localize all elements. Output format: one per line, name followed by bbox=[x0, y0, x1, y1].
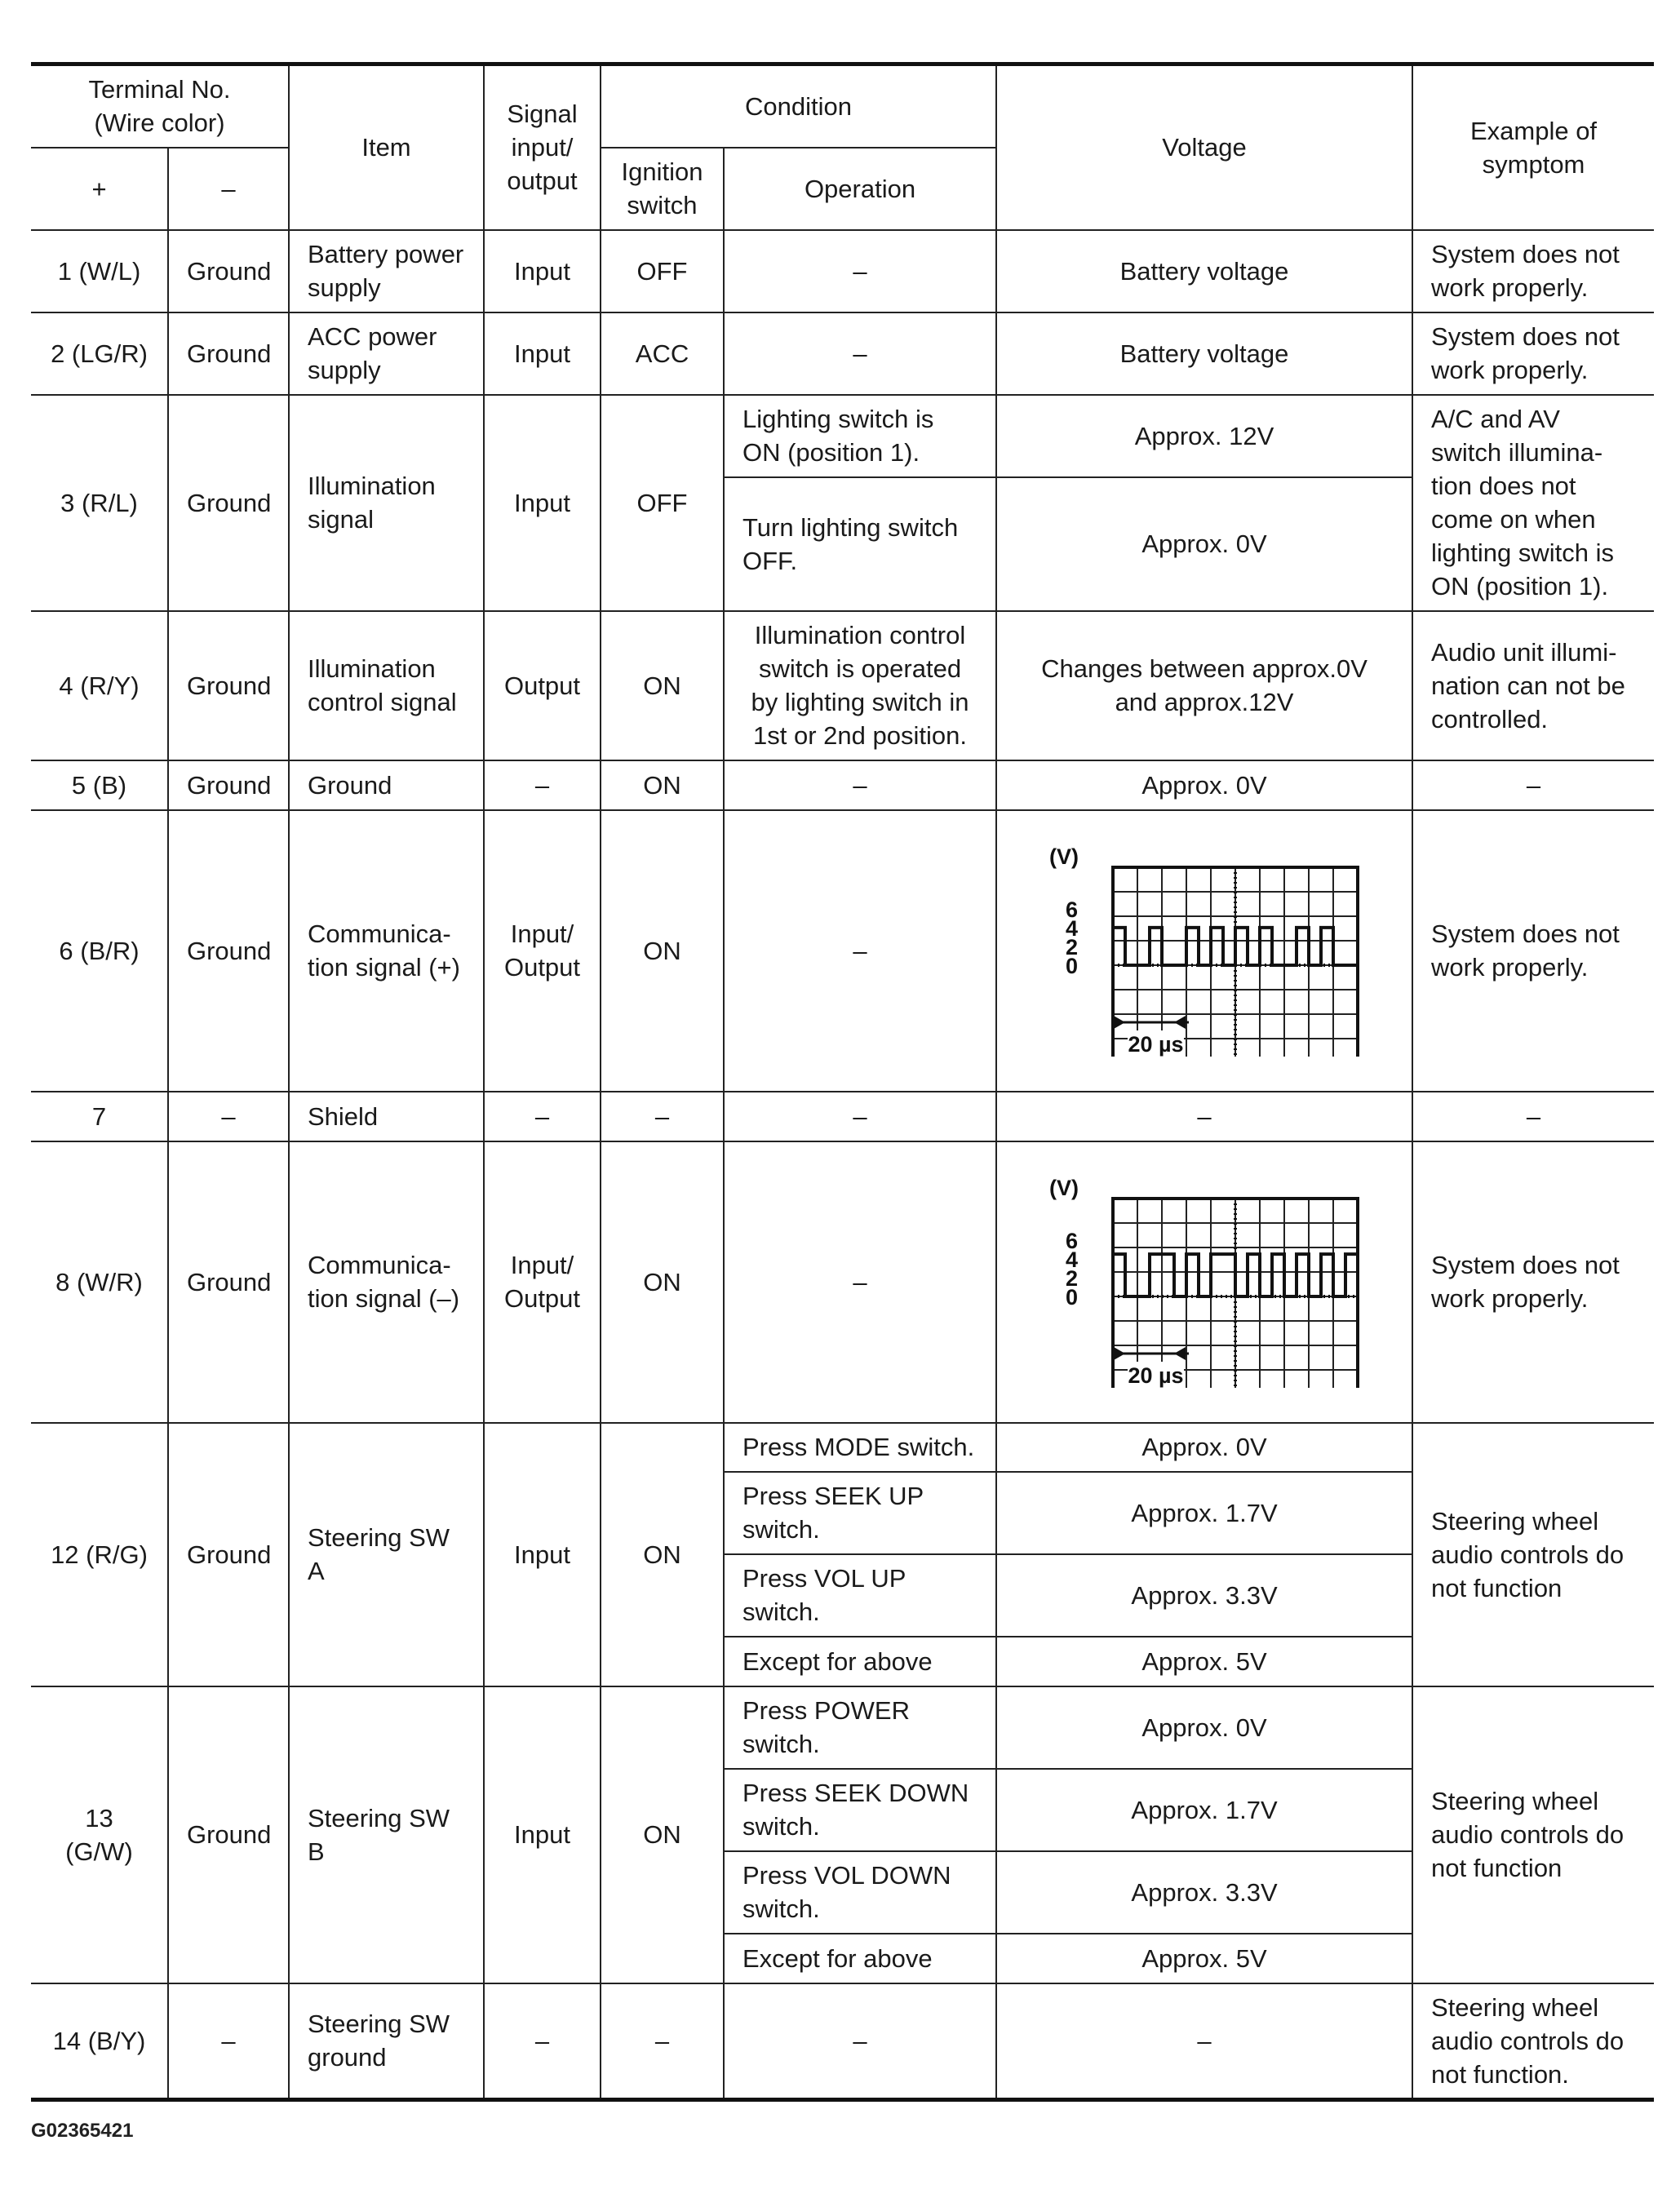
y-tick-label: 4 bbox=[1066, 1247, 1079, 1272]
text-line: Input/ bbox=[510, 1251, 574, 1279]
voltage-cell bbox=[996, 1141, 1412, 1423]
y-unit-label: (V) bbox=[1049, 844, 1079, 869]
text-line: Except for above bbox=[742, 1943, 933, 1973]
io-cell: Input bbox=[484, 395, 601, 611]
text-line: A bbox=[308, 1557, 325, 1585]
item-cell bbox=[289, 1141, 484, 1423]
voltage-cell: Approx. 0V bbox=[996, 1423, 1412, 1472]
operation-cell bbox=[724, 611, 996, 760]
item-cell bbox=[289, 395, 484, 611]
symptom-cell bbox=[1412, 230, 1654, 312]
text-line: switch is operated bbox=[758, 654, 962, 683]
table-row bbox=[31, 395, 1654, 477]
text-line: switch bbox=[627, 191, 698, 219]
text-line: Press POWER bbox=[742, 1696, 910, 1725]
table-row bbox=[31, 1141, 1654, 1423]
oscilloscope-waveform-plus bbox=[1049, 844, 1359, 1057]
table-row bbox=[31, 760, 1654, 810]
text-line: switch. bbox=[742, 1730, 820, 1758]
text-line: symptom bbox=[1482, 149, 1585, 179]
text-line: supply bbox=[308, 273, 381, 302]
text-line: Press SEEK DOWN bbox=[742, 1779, 969, 1807]
ground-cell: – bbox=[168, 1092, 289, 1141]
text-line: Changes between approx.0V bbox=[1041, 654, 1367, 683]
voltage-cell: Approx. 3.3V bbox=[996, 1554, 1412, 1637]
text-line: switch. bbox=[742, 1598, 820, 1626]
y-tick-label: 2 bbox=[1066, 934, 1079, 959]
voltage-cell: Approx. 0V bbox=[996, 477, 1412, 611]
ground-cell: Ground bbox=[168, 760, 289, 810]
text-line: output bbox=[507, 166, 578, 196]
voltage-cell: Battery voltage bbox=[996, 230, 1412, 312]
voltage-cell bbox=[996, 810, 1412, 1092]
text-line: and approx.12V bbox=[1115, 688, 1294, 716]
text-line: Steering wheel bbox=[1431, 1787, 1599, 1815]
text-line: Example of bbox=[1469, 116, 1598, 145]
ignition-cell: OFF bbox=[601, 230, 724, 312]
terminal-cell: 12 (R/G) bbox=[31, 1423, 168, 1686]
operation-cell: – bbox=[724, 1983, 996, 2100]
text-line: audio controls do bbox=[1431, 2026, 1625, 2055]
y-tick-label: 0 bbox=[1066, 954, 1079, 978]
item-cell: Ground bbox=[289, 760, 484, 810]
header-voltage: Voltage bbox=[996, 64, 1412, 230]
operation-cell bbox=[724, 1686, 996, 1769]
symptom-cell bbox=[1412, 1423, 1654, 1686]
ignition-cell: – bbox=[601, 1092, 724, 1141]
text-line: not function bbox=[1431, 1854, 1563, 1882]
figure-id: G02365421 bbox=[31, 2120, 134, 2142]
io-cell: – bbox=[484, 1983, 601, 2100]
text-line: audio controls do bbox=[1431, 1540, 1625, 1569]
text-line: Battery power bbox=[308, 240, 464, 268]
item-cell: Shield bbox=[289, 1092, 484, 1141]
y-tick-label: 6 bbox=[1066, 1228, 1079, 1253]
symptom-cell bbox=[1412, 1983, 1654, 2100]
symptom-cell bbox=[1412, 810, 1654, 1092]
io-cell: – bbox=[484, 760, 601, 810]
time-arrow-left bbox=[1174, 1016, 1186, 1029]
ignition-cell: ON bbox=[601, 1686, 724, 1983]
symptom-cell bbox=[1412, 611, 1654, 760]
text-line: A/C and AV bbox=[1431, 405, 1560, 433]
io-cell bbox=[484, 810, 601, 1092]
text-line: ON (position 1). bbox=[742, 438, 920, 467]
voltage-cell: Approx. 0V bbox=[996, 760, 1412, 810]
operation-cell bbox=[724, 1851, 996, 1934]
text-line: input/ bbox=[511, 133, 574, 162]
text-line: Communica- bbox=[308, 1251, 451, 1279]
terminal-cell: 2 (LG/R) bbox=[31, 312, 168, 395]
ignition-cell: ACC bbox=[601, 312, 724, 395]
text-line: ground bbox=[308, 2043, 387, 2072]
operation-cell bbox=[724, 477, 996, 611]
text-line: come on when bbox=[1431, 505, 1596, 534]
io-cell: Output bbox=[484, 611, 601, 760]
text-line: switch illumina- bbox=[1431, 438, 1603, 467]
time-scale-label: 20 µs bbox=[1128, 1032, 1184, 1057]
text-line: Steering SW bbox=[308, 1803, 450, 1832]
item-cell bbox=[289, 1686, 484, 1983]
y-tick-label: 2 bbox=[1066, 1265, 1079, 1291]
operation-cell: – bbox=[724, 1141, 996, 1423]
operation-cell: – bbox=[724, 312, 996, 395]
terminal-cell: 13 (G/W) bbox=[31, 1686, 168, 1983]
item-cell bbox=[289, 1983, 484, 2100]
text-line: Input/ bbox=[510, 920, 574, 948]
text-line: control signal bbox=[308, 688, 457, 716]
text-line: System does not bbox=[1431, 322, 1620, 351]
header-row-1 bbox=[31, 64, 1654, 148]
operation-cell bbox=[724, 1637, 996, 1686]
text-line: Signal bbox=[507, 100, 578, 129]
operation-cell: – bbox=[724, 230, 996, 312]
voltage-cell bbox=[996, 611, 1412, 760]
operation-cell: – bbox=[724, 1092, 996, 1141]
text-line: ON (position 1). bbox=[1431, 572, 1609, 600]
time-arrow-right bbox=[1114, 1347, 1125, 1360]
terminal-cell: 6 (B/R) bbox=[31, 810, 168, 1092]
text-line: work properly. bbox=[1431, 1284, 1589, 1313]
text-line: 1st or 2nd position. bbox=[753, 721, 967, 750]
text-line: Audio unit illumi- bbox=[1431, 637, 1617, 667]
text-line: Press VOL DOWN bbox=[742, 1861, 951, 1890]
io-cell: Input bbox=[484, 1423, 601, 1686]
symptom-cell: – bbox=[1412, 760, 1654, 810]
terminal-cell: 14 (B/Y) bbox=[31, 1983, 168, 2100]
symptom-cell: – bbox=[1412, 1092, 1654, 1141]
text-line: tion does not bbox=[1431, 472, 1576, 500]
ignition-cell: OFF bbox=[601, 395, 724, 611]
text-line: tion signal (+) bbox=[308, 953, 460, 982]
text-line: controlled. bbox=[1431, 704, 1549, 733]
text-line: work properly. bbox=[1431, 356, 1589, 384]
terminal-cell: 8 (W/R) bbox=[31, 1141, 168, 1423]
item-cell bbox=[289, 312, 484, 395]
io-cell: – bbox=[484, 1092, 601, 1141]
ground-cell: Ground bbox=[168, 312, 289, 395]
header-plus: + bbox=[31, 148, 168, 230]
ground-cell: Ground bbox=[168, 230, 289, 312]
text-line: nation can not be bbox=[1431, 671, 1625, 700]
symptom-cell bbox=[1412, 395, 1654, 611]
ignition-cell: ON bbox=[601, 810, 724, 1092]
text-line: switch. bbox=[742, 1812, 820, 1841]
header-condition: Condition bbox=[601, 64, 996, 148]
y-tick-label: 6 bbox=[1066, 897, 1079, 922]
waveform-trace bbox=[1113, 928, 1358, 965]
terminal-cell: 5 (B) bbox=[31, 760, 168, 810]
operation-cell bbox=[724, 395, 996, 477]
table-row bbox=[31, 810, 1654, 1092]
voltage-cell: – bbox=[996, 1983, 1412, 2100]
text-line: Steering wheel bbox=[1431, 1506, 1599, 1535]
voltage-cell: Approx. 5V bbox=[996, 1934, 1412, 1983]
operation-cell bbox=[724, 1769, 996, 1851]
text-line: tion signal (–) bbox=[308, 1284, 460, 1313]
time-scale-label: 20 µs bbox=[1128, 1363, 1184, 1388]
ground-cell: – bbox=[168, 1983, 289, 2100]
table-row bbox=[31, 1983, 1654, 2100]
ignition-cell: – bbox=[601, 1983, 724, 2100]
io-cell: Input bbox=[484, 1686, 601, 1983]
text-line: Communica- bbox=[308, 920, 451, 948]
terminal-spec-table bbox=[31, 62, 1654, 2102]
voltage-cell: Battery voltage bbox=[996, 312, 1412, 395]
io-cell: Input bbox=[484, 230, 601, 312]
operation-cell bbox=[724, 1554, 996, 1637]
item-cell bbox=[289, 1423, 484, 1686]
text-line: Output bbox=[503, 1284, 581, 1313]
terminal-cell: 3 (R/L) bbox=[31, 395, 168, 611]
table-row bbox=[31, 1686, 1654, 1769]
text-line: System does not bbox=[1431, 920, 1620, 948]
ground-cell: Ground bbox=[168, 810, 289, 1092]
operation-cell bbox=[724, 1934, 996, 1983]
text-line: Output bbox=[503, 953, 581, 982]
table-row bbox=[31, 1092, 1654, 1141]
text-line: Illumination bbox=[308, 654, 436, 683]
ground-cell: Ground bbox=[168, 395, 289, 611]
item-cell bbox=[289, 810, 484, 1092]
terminal-cell: 7 bbox=[31, 1092, 168, 1141]
text-line: Ignition bbox=[621, 157, 703, 186]
text-line: Press MODE switch. bbox=[742, 1433, 975, 1461]
text-line: System does not bbox=[1431, 240, 1620, 268]
ground-cell: Ground bbox=[168, 611, 289, 760]
ignition-cell: ON bbox=[601, 611, 724, 760]
y-unit-label: (V) bbox=[1049, 1176, 1079, 1200]
voltage-cell: Approx. 3.3V bbox=[996, 1851, 1412, 1934]
text-line: Except for above bbox=[742, 1646, 933, 1676]
voltage-cell: Approx. 5V bbox=[996, 1637, 1412, 1686]
y-tick-label: 4 bbox=[1066, 915, 1079, 941]
text-line: signal bbox=[308, 505, 374, 534]
terminal-cell: 4 (R/Y) bbox=[31, 611, 168, 760]
text-line: supply bbox=[308, 356, 381, 384]
header-ignition-switch bbox=[601, 148, 724, 230]
y-tick-label: 0 bbox=[1066, 1285, 1079, 1309]
header-terminal-no bbox=[31, 64, 289, 148]
terminal-cell: 1 (W/L) bbox=[31, 230, 168, 312]
io-cell: Input bbox=[484, 312, 601, 395]
text-line: not function. bbox=[1431, 2059, 1569, 2089]
voltage-cell: Approx. 0V bbox=[996, 1686, 1412, 1769]
text-line: switch. bbox=[742, 1894, 820, 1923]
ignition-cell: ON bbox=[601, 1141, 724, 1423]
text-line: not function bbox=[1431, 1573, 1563, 1602]
text-line: Turn lighting switch bbox=[742, 512, 959, 542]
ignition-cell: ON bbox=[601, 760, 724, 810]
table-row bbox=[31, 230, 1654, 312]
table-row bbox=[31, 1423, 1654, 1472]
voltage-cell: – bbox=[996, 1092, 1412, 1141]
table-row bbox=[31, 312, 1654, 395]
text-line: lighting switch is bbox=[1431, 538, 1614, 567]
ground-cell: Ground bbox=[168, 1423, 289, 1686]
text-line: Steering SW bbox=[308, 2010, 450, 2039]
text-line: Lighting switch is bbox=[742, 405, 934, 433]
text-line: System does not bbox=[1431, 1251, 1620, 1279]
table-row bbox=[31, 611, 1654, 760]
ground-cell: Ground bbox=[168, 1141, 289, 1423]
text-line: Illumination bbox=[308, 472, 436, 500]
operation-cell bbox=[724, 1472, 996, 1554]
voltage-cell: Approx. 1.7V bbox=[996, 1472, 1412, 1554]
operation-cell: – bbox=[724, 810, 996, 1092]
text-line: ACC power bbox=[308, 322, 437, 351]
oscilloscope-waveform-minus bbox=[1049, 1176, 1359, 1388]
text-line: switch. bbox=[742, 1515, 820, 1544]
header-operation: Operation bbox=[724, 148, 996, 230]
symptom-cell bbox=[1412, 1141, 1654, 1423]
text-line: work properly. bbox=[1431, 273, 1589, 302]
waveform-trace bbox=[1113, 1254, 1358, 1296]
header-signal-io bbox=[484, 64, 601, 230]
text-line: by lighting switch in bbox=[751, 688, 969, 716]
text-line: OFF. bbox=[742, 546, 798, 575]
operation-cell: – bbox=[724, 760, 996, 810]
text-line: Steering SW bbox=[308, 1523, 450, 1552]
voltage-cell: Approx. 12V bbox=[996, 395, 1412, 477]
operation-cell bbox=[724, 1423, 996, 1472]
ignition-cell: ON bbox=[601, 1423, 724, 1686]
text-line: Illumination control bbox=[754, 621, 966, 649]
text-line: Steering wheel bbox=[1431, 1992, 1599, 2022]
voltage-cell: Approx. 1.7V bbox=[996, 1769, 1412, 1851]
ground-cell: Ground bbox=[168, 1686, 289, 1983]
text-line: Terminal No. bbox=[88, 75, 231, 104]
text-line: audio controls do bbox=[1431, 1820, 1625, 1849]
text-line: Press VOL UP bbox=[742, 1564, 906, 1593]
text-line: Press SEEK UP bbox=[742, 1482, 924, 1510]
time-arrow-left bbox=[1174, 1347, 1186, 1360]
io-cell bbox=[484, 1141, 601, 1423]
item-cell bbox=[289, 611, 484, 760]
header-item: Item bbox=[289, 64, 484, 230]
symptom-cell bbox=[1412, 312, 1654, 395]
text-line: B bbox=[308, 1837, 325, 1866]
text-line: (Wire color) bbox=[94, 109, 225, 138]
header-symptom bbox=[1412, 64, 1654, 230]
time-arrow-right bbox=[1114, 1016, 1125, 1029]
item-cell bbox=[289, 230, 484, 312]
symptom-cell bbox=[1412, 1686, 1654, 1983]
header-minus: – bbox=[168, 148, 289, 230]
text-line: work properly. bbox=[1431, 953, 1589, 982]
